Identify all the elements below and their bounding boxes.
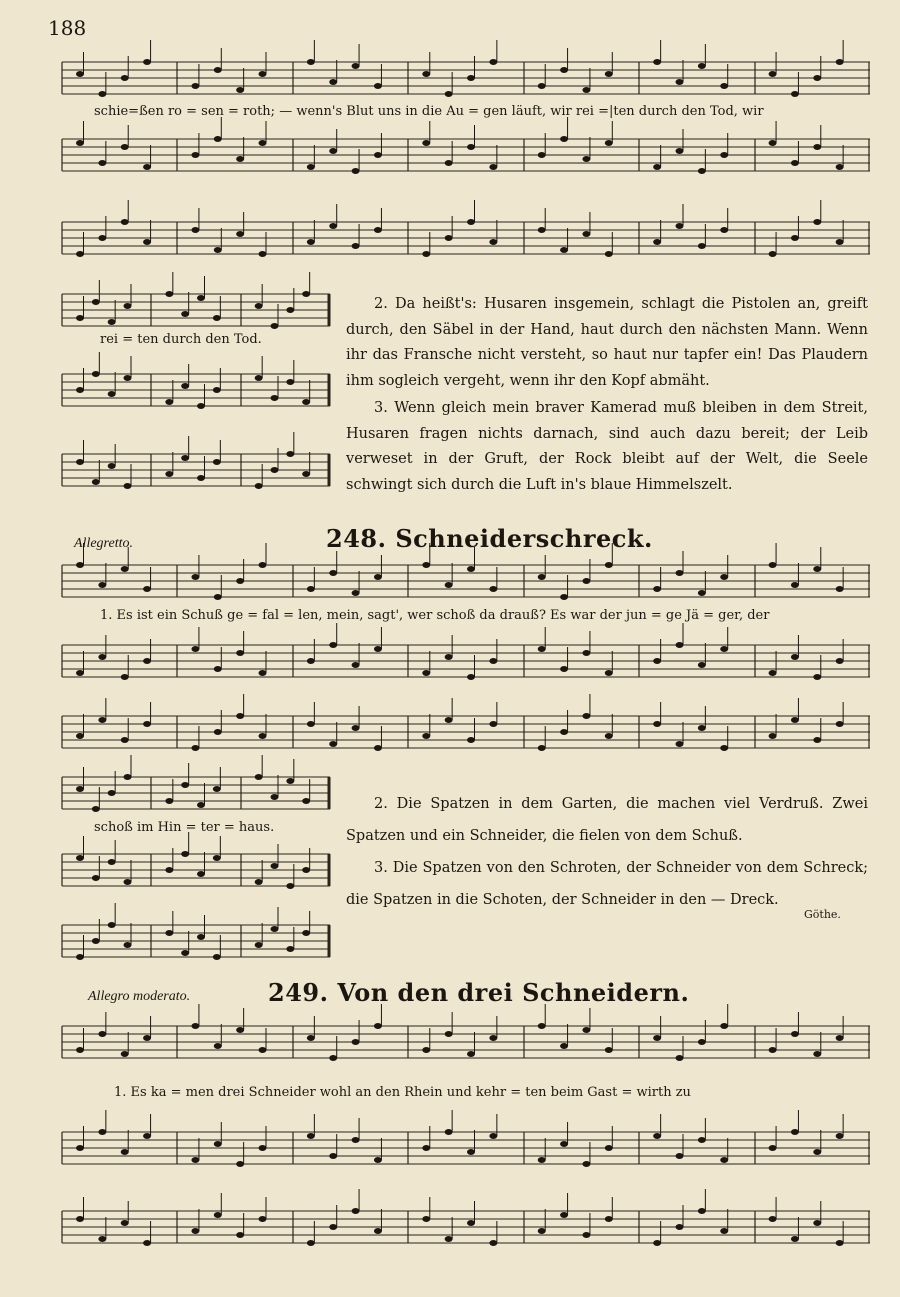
tempo-marking: Allegro moderato.	[88, 989, 191, 1004]
piano-bass-staff-end	[62, 450, 330, 494]
tempo-marking: Allegretto.	[74, 536, 133, 551]
verse-2: 2. Die Spatzen in dem Garten, die machen viel Verdruß. Zwei Spatzen und ein Schneider, die fielen von dem Schuß.	[346, 796, 868, 844]
voice-staff	[62, 58, 870, 102]
song-number: 249.	[268, 978, 329, 1007]
piano-treble-staff-end	[62, 850, 330, 894]
song-title-text: Schneiderschreck.	[395, 524, 653, 553]
verses-block	[346, 788, 868, 916]
piano-treble-staff	[62, 1128, 870, 1172]
piano-treble-staff-end	[62, 370, 330, 414]
voice-staff	[62, 1022, 870, 1066]
lyrics-line: schie=ßen ro = sen = roth; — wenn's Blut uns in die Au = gen läuft, wir rei =|ten durch den Tod, wir	[94, 104, 764, 119]
verse-2: 2. Da heißt's: Husaren insgemein, schlagt die Pistolen an, greift durch, den Säbel in der Hand, haut durch den nächsten Mann. Wenn ihr das Fransche nicht versteht, so haut nur tapfer ein! Das Plaudern ihm sogleich vergeht, wenn ihr den Kopf abmäht.	[346, 296, 868, 389]
attribution: Göthe.	[804, 908, 841, 921]
song-title-text: Von den drei Schneidern.	[337, 978, 690, 1007]
piano-treble-staff	[62, 641, 870, 685]
lyrics-line-end: schoß im Hin = ter = haus.	[94, 820, 275, 835]
song-title	[268, 978, 689, 1007]
verses-block	[346, 292, 868, 498]
lyrics-line-end: rei = ten durch den Tod.	[100, 332, 262, 347]
piano-bass-staff	[62, 1207, 870, 1251]
verse-3: 3. Wenn gleich mein braver Kamerad muß bleiben in dem Streit, Husaren fragen nichts darnach, sind auch dazu bereit; der Leib verweset in der Gruft, der Rock bleibt auf der Welt, die Seele schwingt sich durch die Luft in's blaue Himmelszelt.	[346, 400, 868, 493]
lyrics-line: 1. Es ka = men drei Schneider wohl an den Rhein und kehr = ten beim Gast = wirth zu	[114, 1085, 691, 1100]
page-number: 188	[48, 16, 87, 40]
lyrics-line: 1. Es ist ein Schuß ge = fal = len, mein, sagt', wer schoß da drauß? Es war der jun = ge Jä = ger, der	[100, 608, 770, 623]
piano-bass-staff	[62, 218, 870, 262]
voice-staff	[62, 561, 870, 605]
piano-treble-staff	[62, 135, 870, 179]
song-title	[326, 524, 653, 553]
piano-bass-staff-end	[62, 921, 330, 965]
verse-3: 3. Die Spatzen von den Schroten, der Schneider von dem Schreck; die Spatzen in die Schoten, der Schneider in den — Dreck.	[346, 860, 868, 908]
song-number: 248.	[326, 524, 387, 553]
voice-staff-end	[62, 773, 330, 817]
voice-staff-end	[62, 290, 330, 334]
piano-bass-staff	[62, 712, 870, 756]
